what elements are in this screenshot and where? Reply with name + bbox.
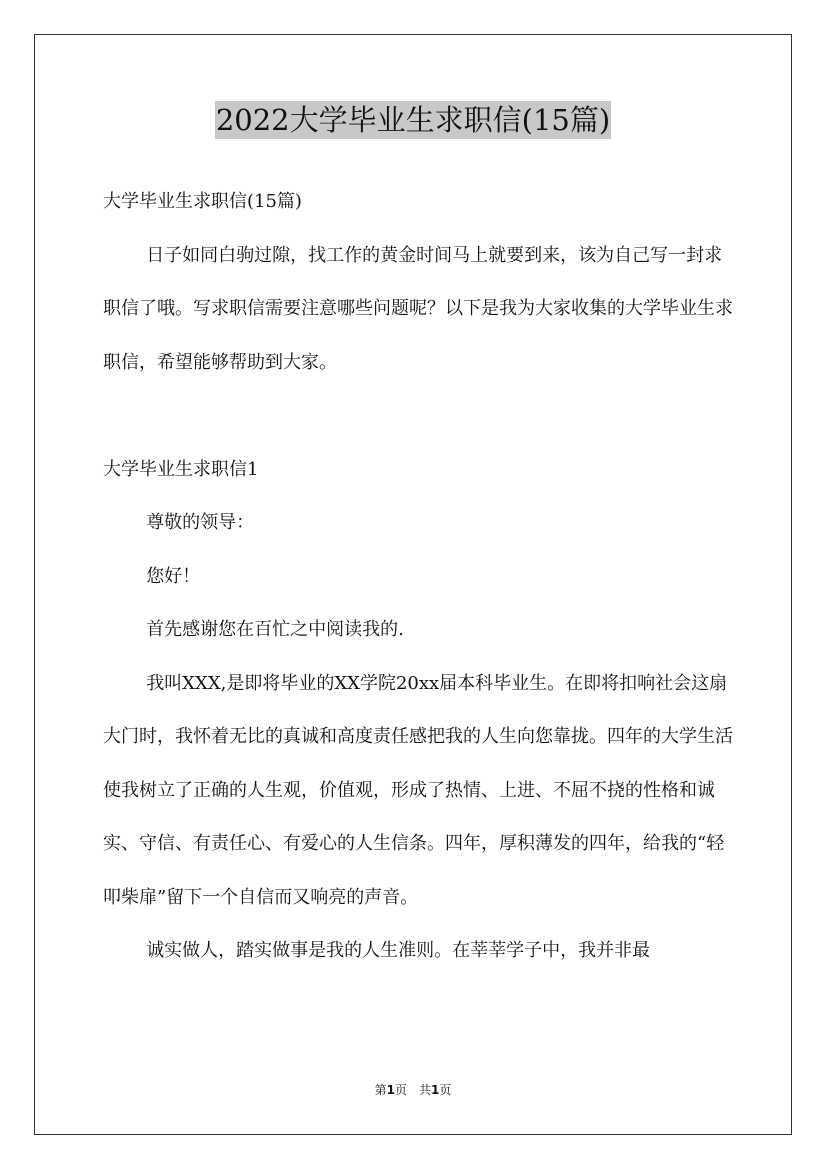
subtitle: 大学毕业生求职信(15篇)	[103, 191, 302, 212]
salutation: 尊敬的领导：	[146, 512, 255, 533]
footer-total-pages: 1	[431, 1083, 440, 1097]
title-wrap	[35, 101, 791, 139]
section-heading: 大学毕业生求职信1	[103, 458, 259, 480]
intro-paragraph: 日子如同白驹过隙，找工作的黄金时间马上就要到来，该为自己写一封求职信了哦。写求职信需要注意哪些问题呢？以下是我为大家收集的大学毕业生求职信，希望能够帮助到大家。	[103, 244, 733, 373]
footer-suffix: 页	[439, 1083, 452, 1097]
paragraph-1: 首先感谢您在百忙之中阅读我的.	[146, 619, 404, 640]
footer-mid: 页 共	[394, 1083, 431, 1097]
document-title: 2022大学毕业生求职信(15篇)	[215, 103, 611, 137]
paragraph-2: 我叫XXX,是即将毕业的XX学院20xx届本科毕业生。在即将扣响社会这扇大门时，我怀着无比的真诚和高度责任感把我的人生向您靠拢。四年的大学生活使我树立了正确的人生观，价值观，形成了热情、上进、不屈不挠的性格和诚实、守信、有责任心、有爱心的人生信条。四年，厚积薄发的四年，给我的“轻叩柴扉”留下一个自信而又响亮的声音。	[103, 672, 733, 908]
greeting: 您好！	[146, 565, 201, 587]
footer-prefix: 第	[374, 1083, 387, 1097]
paragraph-3: 诚实做人，踏实做事是我的人生准则。在莘莘学子中，我并非最	[146, 940, 651, 961]
document-page	[34, 34, 792, 1135]
footer-page-number: 1	[386, 1083, 395, 1097]
document-body	[103, 175, 735, 978]
page-footer	[35, 1081, 791, 1098]
paragraph-gap	[103, 389, 735, 443]
